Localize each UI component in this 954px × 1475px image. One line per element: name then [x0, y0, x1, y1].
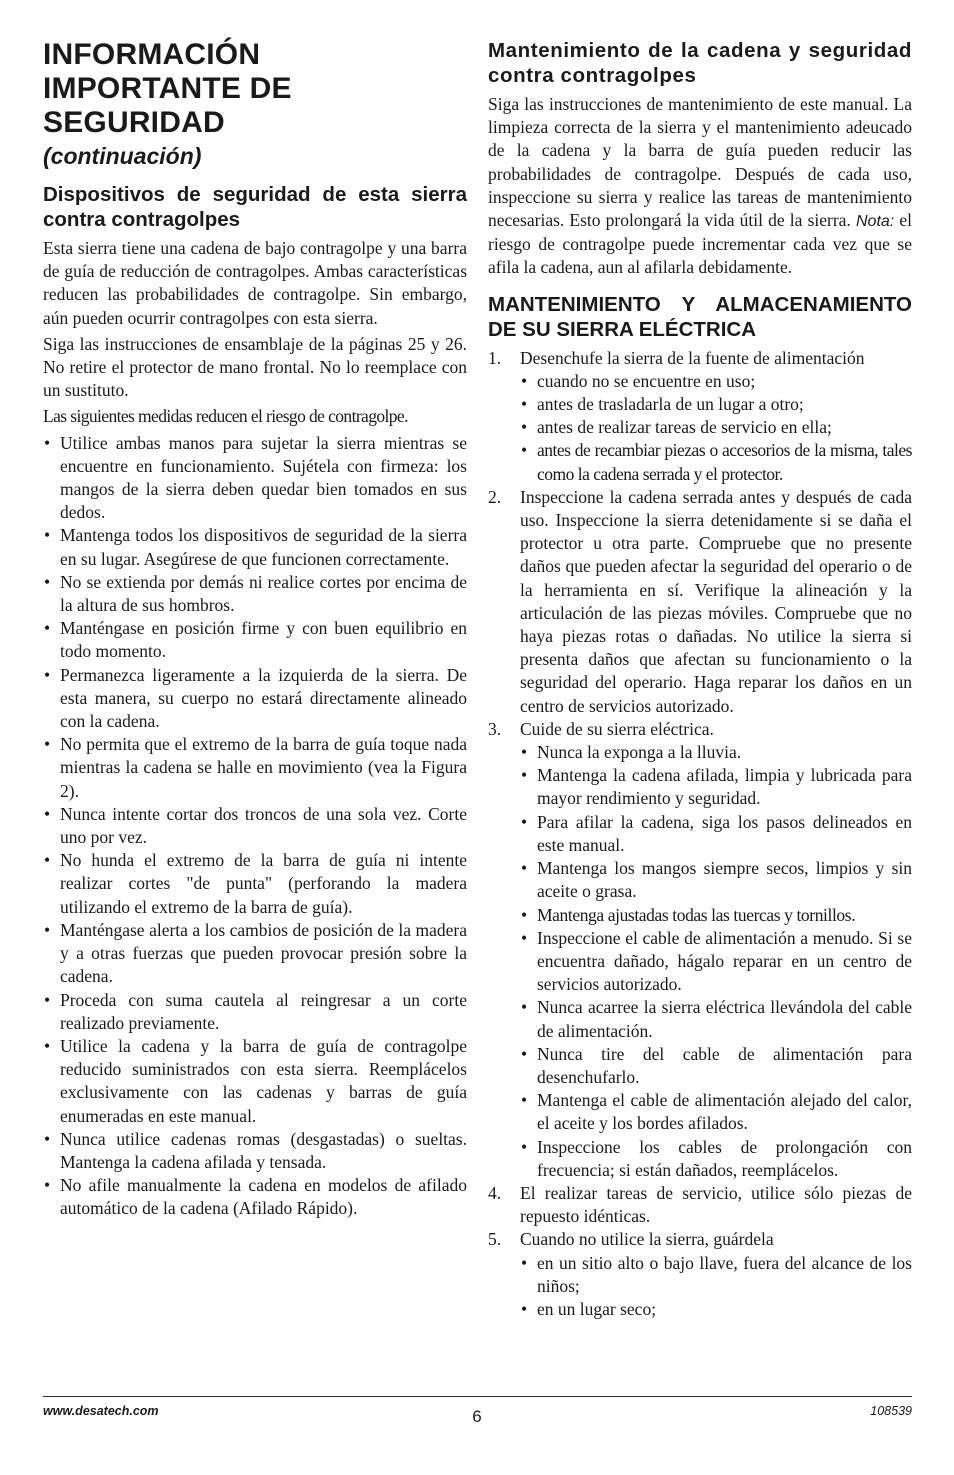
- list-item: • Nunca utilice cadenas romas (desgastadas) o sueltas. Mantenga la cadena afilada y tensada.: [43, 1128, 467, 1174]
- title-line-2: IMPORTANTE DE: [43, 72, 292, 105]
- page-number: 6: [472, 1407, 482, 1426]
- list-item: • No se extienda por demás ni realice cortes por encima de la altura de sus hombros.: [43, 571, 467, 617]
- list-item: • Mantenga los mangos siempre secos, limpios y sin aceite o grasa.: [520, 857, 912, 903]
- item-number: 5.: [488, 1229, 502, 1250]
- sub-bullet-list: [520, 1252, 912, 1322]
- paragraph: Las siguientes medidas reducen el riesgo de contragolpe.: [43, 406, 408, 427]
- item-number: 1.: [488, 347, 502, 368]
- list-item: • antes de recambiar piezas o accesorios de la misma, tales como la cadena serrada y el protector.: [520, 439, 912, 485]
- item-number: 2.: [488, 486, 502, 507]
- list-item: • antes de realizar tareas de servicio en ella;: [520, 416, 912, 439]
- paragraph: Esta sierra tiene una cadena de bajo contragolpe y una barra de guía de reducción de contragolpes. Ambas características reducen las probabilidades de contragolpe. Sin embargo, aún pueden ocurrir contragolpes con esta sierra.: [43, 238, 467, 328]
- list-item: • Manténgase en posición firme y con buen equilibrio en todo momento.: [43, 617, 467, 663]
- item-text: Desenchufe la sierra de la fuente de alimentación: [520, 347, 865, 368]
- list-item: • Nunca acarree la sierra eléctrica llevándola del cable de alimentación.: [520, 996, 912, 1042]
- safety-bullet-list: [43, 432, 467, 1221]
- paragraph-text: Siga las instrucciones de mantenimiento de este manual. La limpieza correcta de la sierra y el mantenimiento adeucado de la cadena y la barra de guía pueden reducir las probabilidades de contragolpe. Después de cada uso, inspeccione su sierra y realice las tareas de mantenimiento necesarias. Esto prolongará la vida útil de la sierra.: [488, 94, 912, 231]
- page-subtitle: (continuación): [43, 143, 202, 169]
- list-item: • Mantenga la cadena afilada, limpia y lubricada para mayor rendimiento y seguridad.: [520, 764, 912, 810]
- list-item: • Inspeccione los cables de prolongación con frecuencia; si están dañados, reemplácelos.: [520, 1136, 912, 1182]
- paragraph: Siga las instrucciones de ensamblaje de la páginas 25 y 26. No retire el protector de mano frontal. No lo reemplace con un sustituto.: [43, 333, 467, 401]
- section-heading-dispositivos: Dispositivos de seguridad de esta sierra contra contragolpes: [43, 183, 467, 231]
- numbered-item: [488, 347, 912, 486]
- right-column: [488, 38, 912, 1321]
- list-item: • en un sitio alto o bajo llave, fuera del alcance de los niños;: [520, 1252, 912, 1298]
- left-column: [43, 38, 467, 1221]
- item-text: Inspeccione la cadena serrada antes y después de cada uso. Inspeccione la sierra detenidamente si se daña el protector u otra parte. Compruebe que no presente daños que pueden afectar la seguridad del operario o de la herramienta en sí. Verifique la alineación y la articulación de las piezas móviles. Compruebe que no haya piezas rotas o dañadas. No utilice la sierra si presenta daños que afectan su funcionamiento o la seguridad del operario. Haga reparar los daños en un centro de servicios autorizado.: [520, 486, 912, 716]
- sub-bullet-list: [520, 370, 912, 486]
- list-item: • Inspeccione el cable de alimentación a menudo. Si se encuentra dañado, hágalo reparar en un centro de servicios autorizado.: [520, 927, 912, 997]
- nota-text: el riesgo de contragolpe puede incrementar cada vez que se afila la cadena, aun al afilarla debidamente.: [488, 210, 913, 278]
- paragraph: [488, 93, 912, 280]
- item-text: Cuide de su sierra eléctrica.: [520, 718, 714, 739]
- list-item: • No afile manualmente la cadena en modelos de afilado automático de la cadena (Afilado Rápido).: [43, 1174, 467, 1220]
- item-number: 4.: [488, 1182, 502, 1203]
- list-item: • No permita que el extremo de la barra de guía toque nada mientras la cadena se halle en movimiento (vea la Figura 2).: [43, 733, 467, 803]
- title-line-3: SEGURIDAD: [43, 106, 225, 139]
- list-item: • Utilice ambas manos para sujetar la sierra mientras se encuentre en funcionamiento. Sujétela con firmeza: los mangos de la sierra deben quedar bien tomados en sus dedos.: [43, 432, 467, 525]
- list-item: • Nunca tire del cable de alimentación para desenchufarlo.: [520, 1043, 912, 1089]
- title-line-1: INFORMACIÓN: [43, 38, 261, 71]
- list-item: • en un lugar seco;: [520, 1298, 912, 1321]
- page-title: [43, 38, 467, 140]
- footer-divider: [43, 1396, 912, 1397]
- footer-doc-number: 108539: [870, 1404, 912, 1418]
- item-text: El realizar tareas de servicio, utilice sólo piezas de repuesto idénticas.: [520, 1182, 912, 1227]
- item-text: Cuando no utilice la sierra, guárdela: [520, 1229, 774, 1250]
- list-item: • Utilice la cadena y la barra de guía de contragolpe reducido suministrados con esta sierra. Reemplácelos exclusivamente con las cadenas y barras de guía enumeradas en este manual.: [43, 1035, 467, 1128]
- list-item: • Mantenga ajustadas todas las tuercas y tornillos.: [520, 904, 912, 927]
- numbered-item: [488, 1228, 912, 1321]
- list-item: • No hunda el extremo de la barra de guía ni intente realizar cortes "de punta" (perforando la madera utilizando el extremo de la barra de guía).: [43, 849, 467, 919]
- list-item: • Mantenga todos los dispositivos de seguridad de la sierra en su lugar. Asegúrese de que funcionen correctamente.: [43, 524, 467, 570]
- maintenance-numbered-list: [488, 347, 912, 1322]
- list-item: • Nunca la exponga a la lluvia.: [520, 741, 912, 764]
- sub-bullet-list: [520, 741, 912, 1182]
- list-item: • Nunca intente cortar dos troncos de una sola vez. Corte uno por vez.: [43, 803, 467, 849]
- nota-label: Nota:: [855, 213, 895, 231]
- numbered-item: [488, 718, 912, 1182]
- list-item: • cuando no se encuentre en uso;: [520, 370, 912, 393]
- numbered-item: [488, 1182, 912, 1228]
- list-item: • Proceda con suma cautela al reingresar a un corte realizado previamente.: [43, 989, 467, 1035]
- list-item: • Permanezca ligeramente a la izquierda de la sierra. De esta manera, su cuerpo no estará directamente alineado con la cadena.: [43, 664, 467, 734]
- list-item: • antes de trasladarla de un lugar a otro;: [520, 393, 912, 416]
- section-heading-mantenimiento-cadena: Mantenimiento de la cadena y seguridad contra contragolpes: [488, 39, 912, 87]
- section-heading-almacenamiento: MANTENIMIENTO Y ALMACENAMIENTO DE SU SIERRA ELÉCTRICA: [488, 292, 912, 341]
- list-item: • Para afilar la cadena, siga los pasos delineados en este manual.: [520, 811, 912, 857]
- list-item: • Mantenga el cable de alimentación alejado del calor, el aceite y los bordes afilados.: [520, 1089, 912, 1135]
- footer-website: www.desatech.com: [43, 1404, 159, 1418]
- item-number: 3.: [488, 718, 502, 739]
- numbered-item: [488, 486, 912, 718]
- list-item: • Manténgase alerta a los cambios de posición de la madera y a otras fuerzas que pueden provocar presión sobre la cadena.: [43, 919, 467, 989]
